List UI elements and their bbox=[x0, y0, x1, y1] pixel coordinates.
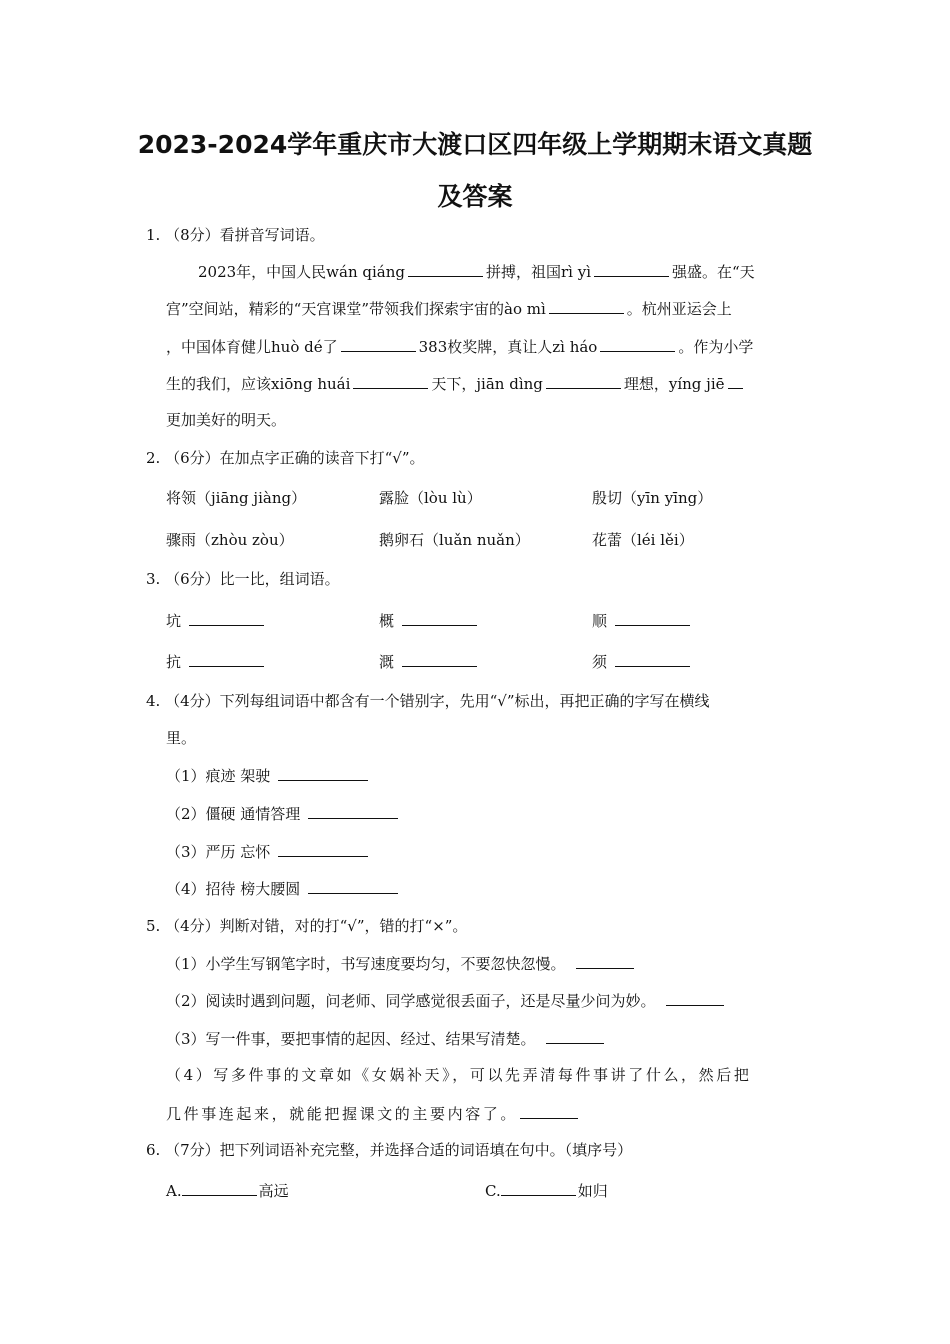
q5-item bbox=[166, 990, 727, 1011]
answer-blank[interactable] bbox=[546, 1028, 604, 1044]
q3-char: 顺 bbox=[592, 612, 608, 630]
answer-blank[interactable] bbox=[189, 610, 264, 626]
q5-item bbox=[166, 1028, 607, 1049]
answer-blank[interactable] bbox=[576, 953, 634, 969]
q1-text: 强盛。在“天 bbox=[672, 263, 755, 281]
q3-item bbox=[379, 610, 480, 631]
q4-item-text: （4）招待 榜大腰圆 bbox=[166, 880, 301, 898]
option-label: C. bbox=[485, 1182, 501, 1200]
q5-item4-line1: （4）写多件事的文章如《女娲补天》，可以先弄清每件事讲了什么，然后把 bbox=[166, 1066, 752, 1084]
answer-blank[interactable] bbox=[189, 651, 264, 667]
answer-blank[interactable] bbox=[615, 610, 690, 626]
q4-heading: 4. （4分）下列每组词语中都含有一个错别字，先用“√”标出，再把正确的字写在横线 bbox=[146, 692, 710, 710]
q1-text: 383枚奖牌，真让人zì háo bbox=[418, 338, 598, 356]
answer-blank[interactable] bbox=[278, 765, 368, 781]
q3-item bbox=[166, 610, 267, 631]
answer-blank[interactable] bbox=[308, 803, 398, 819]
q4-heading-cont: 里。 bbox=[166, 729, 197, 747]
answer-blank[interactable] bbox=[600, 336, 675, 352]
q5-heading: 5. （4分）判断对错，对的打“√”，错的打“×”。 bbox=[146, 917, 468, 935]
answer-blank[interactable] bbox=[520, 1103, 578, 1119]
q2-item: 花蕾（léi lěi） bbox=[592, 531, 694, 549]
answer-blank[interactable] bbox=[615, 651, 690, 667]
option-word: 高远 bbox=[258, 1182, 289, 1200]
option-label: A. bbox=[166, 1182, 182, 1200]
answer-blank[interactable] bbox=[549, 298, 624, 314]
answer-blank[interactable] bbox=[666, 990, 724, 1006]
q4-item bbox=[166, 803, 401, 824]
answer-blank[interactable] bbox=[402, 610, 477, 626]
answer-blank[interactable] bbox=[308, 878, 398, 894]
answer-blank[interactable] bbox=[594, 261, 669, 277]
q1-text: ，中国体育健儿huò dé了 bbox=[166, 338, 338, 356]
q2-heading: 2. （6分）在加点字正确的读音下打“√”。 bbox=[146, 449, 425, 467]
q5-item4-line2 bbox=[166, 1103, 581, 1124]
q2-item: 鹅卵石（luǎn nuǎn） bbox=[379, 531, 530, 549]
answer-blank[interactable] bbox=[728, 373, 743, 389]
q3-char: 须 bbox=[592, 653, 608, 671]
answer-blank[interactable] bbox=[546, 373, 621, 389]
q2-item: 露脸（lòu lù） bbox=[379, 489, 482, 507]
q2-item: 将领（jiāng jiàng） bbox=[166, 489, 307, 507]
q3-char: 坑 bbox=[166, 612, 182, 630]
q1-text: 宫”空间站，精彩的“天宫课堂”带领我们探索宇宙的ào mì bbox=[166, 300, 546, 318]
q5-item-text: （2）阅读时遇到问题，问老师、同学感觉很丢面子，还是尽量少问为妙。 bbox=[166, 992, 656, 1010]
q1-line2 bbox=[166, 298, 732, 319]
q1-text: 拼搏，祖国rì yì bbox=[486, 263, 592, 281]
q3-heading: 3. （6分）比一比，组词语。 bbox=[146, 570, 340, 588]
q3-char: 抗 bbox=[166, 653, 182, 671]
q5-item bbox=[166, 953, 637, 974]
q5-item-text: 几件事连起来，就能把握课文的主要内容了。 bbox=[166, 1105, 519, 1123]
q1-text: 2023年，中国人民wán qiáng bbox=[198, 263, 405, 281]
q1-line4 bbox=[166, 373, 746, 394]
q1-text: 理想，yíng jiē bbox=[623, 375, 725, 393]
q3-item bbox=[592, 651, 693, 672]
answer-blank[interactable] bbox=[353, 373, 428, 389]
doc-title-line2: 及答案 bbox=[437, 182, 513, 211]
q5-item-text: （1）小学生写钢笔字时，书写速度要均匀，不要忽快忽慢。 bbox=[166, 955, 566, 973]
q4-item-text: （3）严历 忘怀 bbox=[166, 843, 271, 861]
q1-line5: 更加美好的明天。 bbox=[166, 411, 287, 429]
q1-line3 bbox=[166, 336, 753, 357]
q3-item bbox=[592, 610, 693, 631]
q1-text: 。杭州亚运会上 bbox=[626, 300, 732, 318]
q3-item bbox=[379, 651, 480, 672]
q6-option-a bbox=[166, 1180, 289, 1201]
q4-item bbox=[166, 841, 371, 862]
answer-blank[interactable] bbox=[408, 261, 483, 277]
q4-item-text: （1）痕迹 架驶 bbox=[166, 767, 271, 785]
q5-item-text: （3）写一件事，要把事情的起因、经过、结果写清楚。 bbox=[166, 1030, 536, 1048]
q4-item bbox=[166, 878, 401, 899]
q3-item bbox=[166, 651, 267, 672]
q6-option-c bbox=[485, 1180, 608, 1201]
q4-item-text: （2）僵硬 通情答理 bbox=[166, 805, 301, 823]
answer-blank[interactable] bbox=[278, 841, 368, 857]
q3-char: 概 bbox=[379, 612, 395, 630]
q6-heading: 6. （7分）把下列词语补充完整，并选择合适的词语填在句中。（填序号） bbox=[146, 1141, 633, 1159]
q1-text: 。作为小学 bbox=[678, 338, 754, 356]
answer-blank[interactable] bbox=[341, 336, 416, 352]
answer-blank[interactable] bbox=[182, 1180, 257, 1196]
q3-char: 溉 bbox=[379, 653, 395, 671]
option-word: 如归 bbox=[577, 1182, 608, 1200]
q1-heading: 1. （8分）看拼音写词语。 bbox=[146, 226, 325, 244]
answer-blank[interactable] bbox=[402, 651, 477, 667]
q2-item: 殷切（yīn yīng） bbox=[592, 489, 713, 507]
answer-blank[interactable] bbox=[501, 1180, 576, 1196]
doc-title-line1: 2023-2024学年重庆市大渡口区四年级上学期期末语文真题 bbox=[137, 130, 813, 159]
q4-item bbox=[166, 765, 371, 786]
q1-text: 生的我们，应该xiōng huái bbox=[166, 375, 351, 393]
q2-item: 骤雨（zhòu zòu） bbox=[166, 531, 294, 549]
q1-text: 天下，jiān dìng bbox=[431, 375, 543, 393]
q1-line1 bbox=[198, 261, 755, 282]
